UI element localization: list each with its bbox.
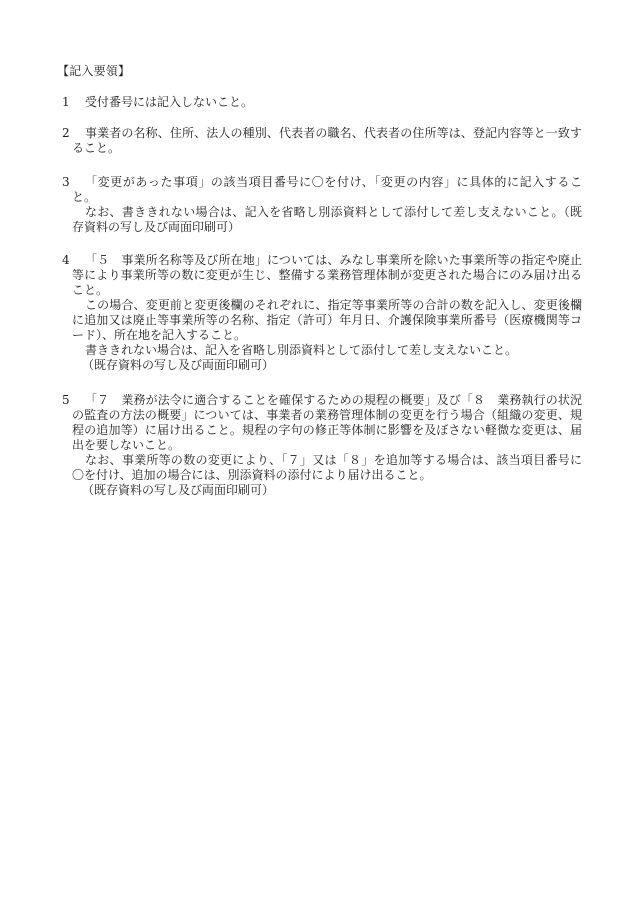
instruction-item-2 (62, 126, 582, 156)
item-note: （既存資料の写し及び両面印刷可） (82, 483, 275, 497)
item-paragraph: この場合、変更前と変更後欄のそれぞれに、指定等事業所等の合計の数を記入し、変更後欄に追加又は廃止等事業所等の名称、指定（許可）年月日、介護保険事業所番号（医療機関等コード）、所在地を記入すること。 (72, 298, 582, 342)
item-note: （既存資料の写し及び両面印刷可） (82, 358, 275, 372)
item-paragraph: 「５ 事業所名称等及び所在地」については、みなし事業所を除いた事業所等の指定や廃止等により事業所等の数に変更が生じ、整備する業務管理体制が変更された場合にのみ届け出ること。 (72, 253, 582, 297)
item-paragraph: 「変更があった事項」の該当項目番号に〇を付け、「変更の内容」に具体的に記入すること。 (72, 175, 582, 204)
item-paragraph: 受付番号には記入しないこと。 (85, 95, 254, 109)
instruction-item-1 (62, 95, 582, 110)
item-paragraph: 書ききれない場合は、記入を省略し別添資料として添付して差し支えないこと。 (85, 343, 518, 357)
section-heading: 【記入要領】 (57, 64, 131, 78)
instruction-item-3 (62, 175, 582, 235)
item-paragraph: なお、事業所等の数の変更により、「７」又は「８」を追加等する場合は、該当項目番号に〇を付け、追加の場合には、別添資料の添付により届け出ること。 (72, 453, 582, 482)
item-number: 1 (62, 95, 70, 109)
item-number: 5 (62, 393, 70, 407)
item-number: 2 (62, 126, 70, 140)
instruction-item-4 (62, 253, 582, 373)
item-paragraph: 「７ 業務が法令に適合することを確保するための規程の概要」及び「８ 業務執行の状況の監査の方法の概要」については、事業者の業務管理体制の変更を行う場合（組織の変更、規程の追加等）に届け出ること。規程の字句の修正等体制に影響を及ぼさない軽微な変更は、届出を要しないこと。 (72, 393, 582, 452)
item-paragraph: 事業者の名称、住所、法人の種別、代表者の職名、代表者の住所等は、登記内容等と一致すること。 (72, 126, 582, 155)
item-number: 4 (62, 253, 70, 267)
instruction-item-5 (62, 393, 582, 498)
item-number: 3 (62, 175, 70, 189)
item-paragraph: なお、書ききれない場合は、記入を省略し別添資料として添付して差し支えないこと。（既存資料の写し及び両面印刷可） (72, 205, 582, 234)
